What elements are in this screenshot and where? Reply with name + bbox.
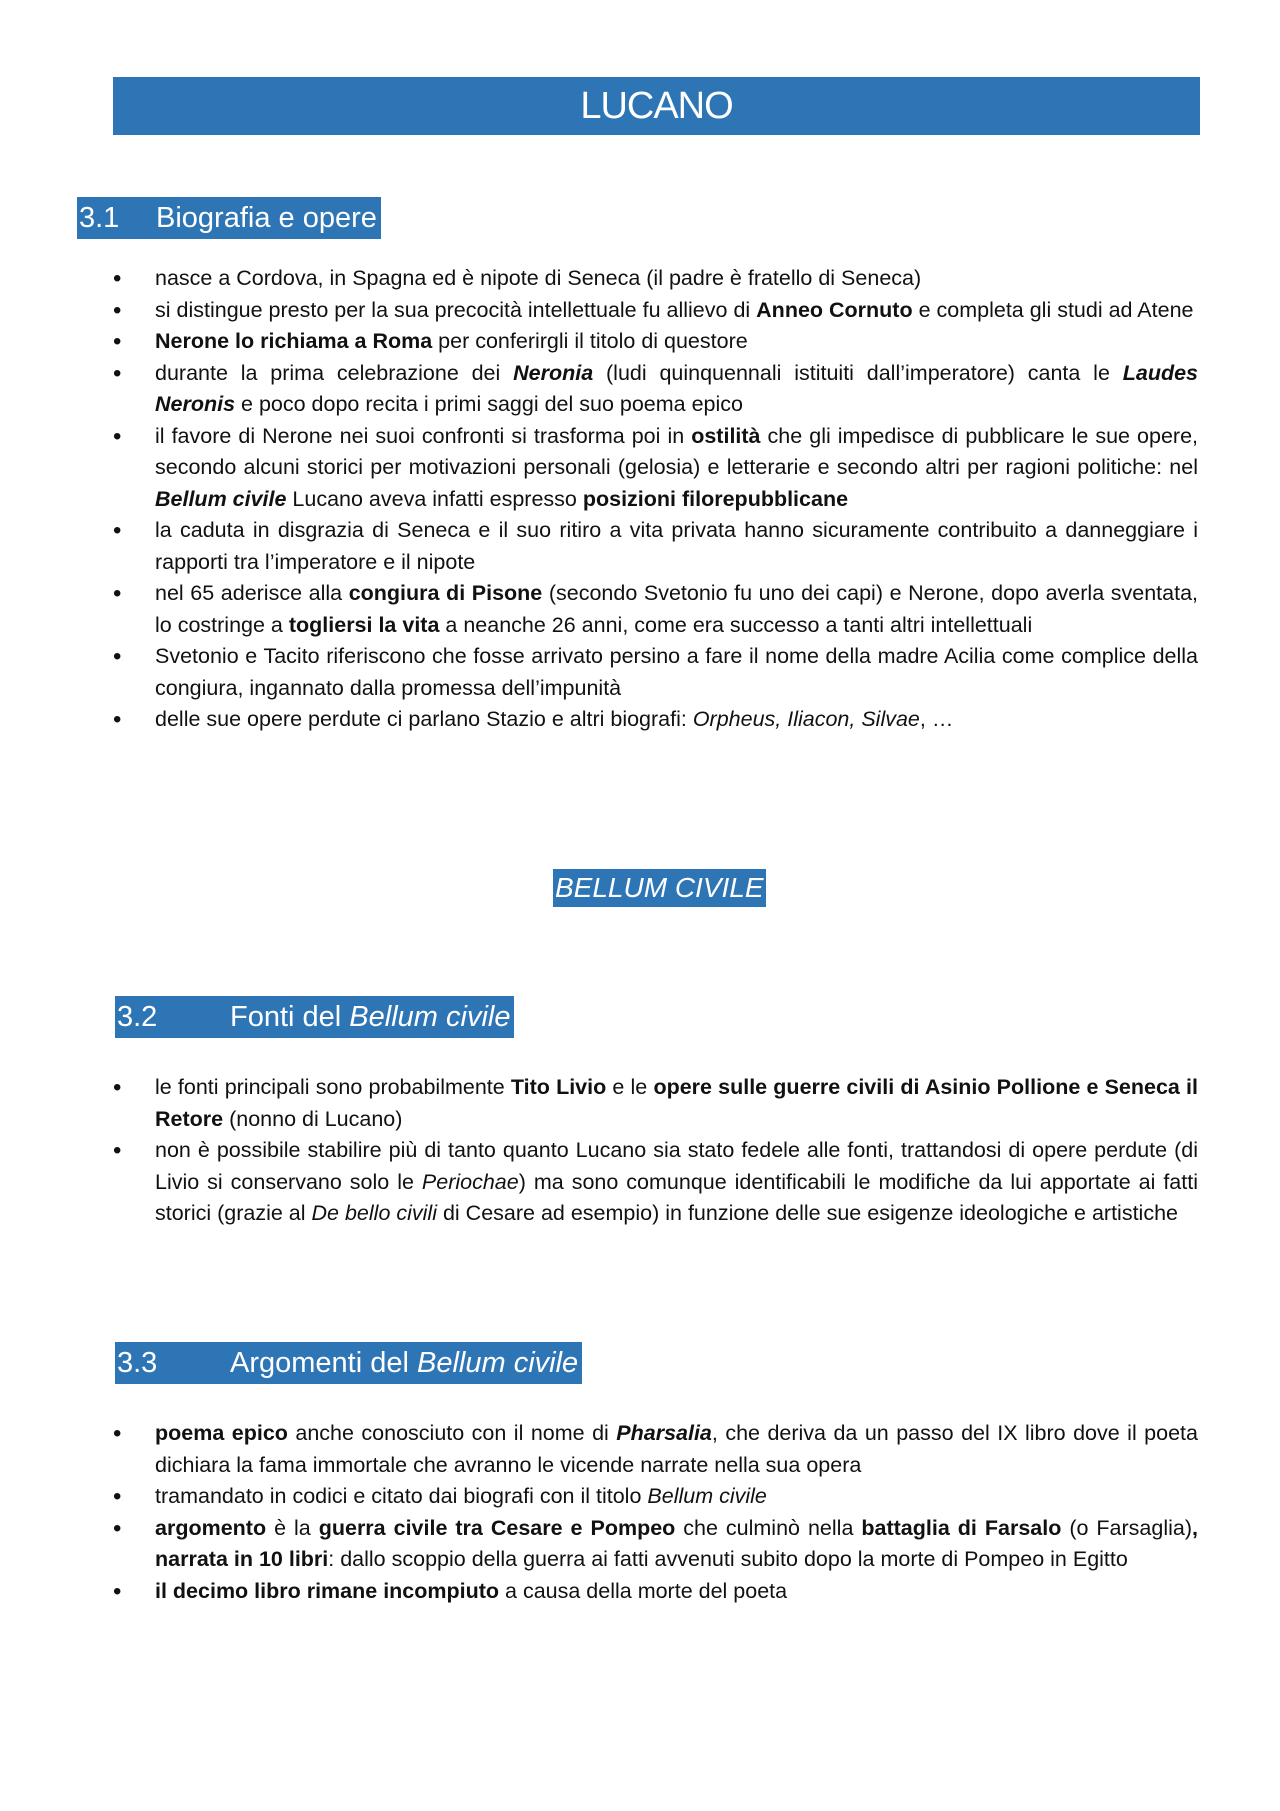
section-title-italic: Bellum civile bbox=[349, 1001, 511, 1033]
section-heading-3-3 bbox=[115, 1342, 582, 1384]
list-item: • la caduta in disgrazia di Seneca e il suo ritiro a vita privata hanno sicuramente contribuito a danneggiare i rapporti tra l’imperatore e il nipote bbox=[113, 515, 1198, 578]
section-title: Argomenti del bbox=[230, 1347, 417, 1379]
list-item: • poema epico anche conosciuto con il nome di Pharsalia, che deriva da un passo del IX libro dove il poeta dichiara la fama immortale che avranno le vicende narrate nella sua opera bbox=[113, 1418, 1198, 1481]
list-item: • durante la prima celebrazione dei Neronia (ludi quinquennali istituiti dall’imperatore) canta le Laudes Neronis e poco dopo recita i primi saggi del suo poema epico bbox=[113, 358, 1198, 421]
section-title: Fonti del bbox=[230, 1001, 350, 1033]
biography-list bbox=[113, 263, 1198, 736]
list-item: • nasce a Cordova, in Spagna ed è nipote di Seneca (il padre è fratello di Seneca) bbox=[113, 263, 1198, 295]
section-heading-3-1 bbox=[77, 197, 381, 239]
list-item: • nel 65 aderisce alla congiura di Pisone (secondo Svetonio fu uno dei capi) e Nerone, dopo averla sventata, lo costringe a togliersi la vita a neanche 26 anni, come era successo a tanti altri intellettuali bbox=[113, 578, 1198, 641]
list-item: • non è possibile stabilire più di tanto quanto Lucano sia stato fedele alle fonti, trattandosi di opere perdute (di Livio si conservano solo le Periochae) ma sono comunque identificabili le modifiche da lui apportate ai fatti storici (grazie al De bello civili di Cesare ad esempio) in funzione delle sue esigenze ideologiche e artistiche bbox=[113, 1135, 1198, 1230]
list-item: • Svetonio e Tacito riferiscono che fosse arrivato persino a fare il nome della madre Acilia come complice della congiura, ingannato dalla promessa dell’impunità bbox=[113, 641, 1198, 704]
document-title: LUCANO bbox=[580, 84, 733, 127]
section-number: 3.3 bbox=[117, 1347, 158, 1379]
list-item: • si distingue presto per la sua precocità intellettuale fu allievo di Anneo Cornuto e completa gli studi ad Atene bbox=[113, 295, 1198, 327]
section-number: 3.2 bbox=[117, 1001, 158, 1033]
list-item: • delle sue opere perdute ci parlano Stazio e altri biografi: Orpheus, Iliacon, Silvae, … bbox=[113, 704, 1198, 736]
sources-list bbox=[113, 1072, 1198, 1230]
section-heading-3-2 bbox=[115, 996, 514, 1038]
list-item: • le fonti principali sono probabilmente Tito Livio e le opere sulle guerre civili di Asinio Pollione e Seneca il Retore (nonno di Lucano) bbox=[113, 1072, 1198, 1135]
list-item: • il favore di Nerone nei suoi confronti si trasforma poi in ostilità che gli impedisce di pubblicare le sue opere, secondo alcuni storici per motivazioni personali (gelosia) e letterarie e secondo altri per ragioni politiche: nel Bellum civile Lucano aveva infatti espresso posizioni filorepubblicane bbox=[113, 421, 1198, 516]
section-number: 3.1 bbox=[79, 202, 120, 234]
list-item: • argomento è la guerra civile tra Cesare e Pompeo che culminò nella battaglia di Farsalo (o Farsaglia), narrata in 10 libri: dallo scoppio della guerra ai fatti avvenuti subito dopo la morte di Pompeo in Egitto bbox=[113, 1513, 1198, 1576]
bellum-civile-heading: BELLUM CIVILE bbox=[553, 869, 766, 907]
section-title: Biografia e opere bbox=[156, 202, 377, 234]
list-item: • tramandato in codici e citato dai biografi con il titolo Bellum civile bbox=[113, 1481, 1198, 1513]
document-title-bar bbox=[113, 77, 1200, 135]
list-item: • il decimo libro rimane incompiuto a causa della morte del poeta bbox=[113, 1576, 1198, 1608]
list-item: • Nerone lo richiama a Roma per conferirgli il titolo di questore bbox=[113, 326, 1198, 358]
arguments-list bbox=[113, 1418, 1198, 1607]
section-title-italic: Bellum civile bbox=[417, 1347, 579, 1379]
